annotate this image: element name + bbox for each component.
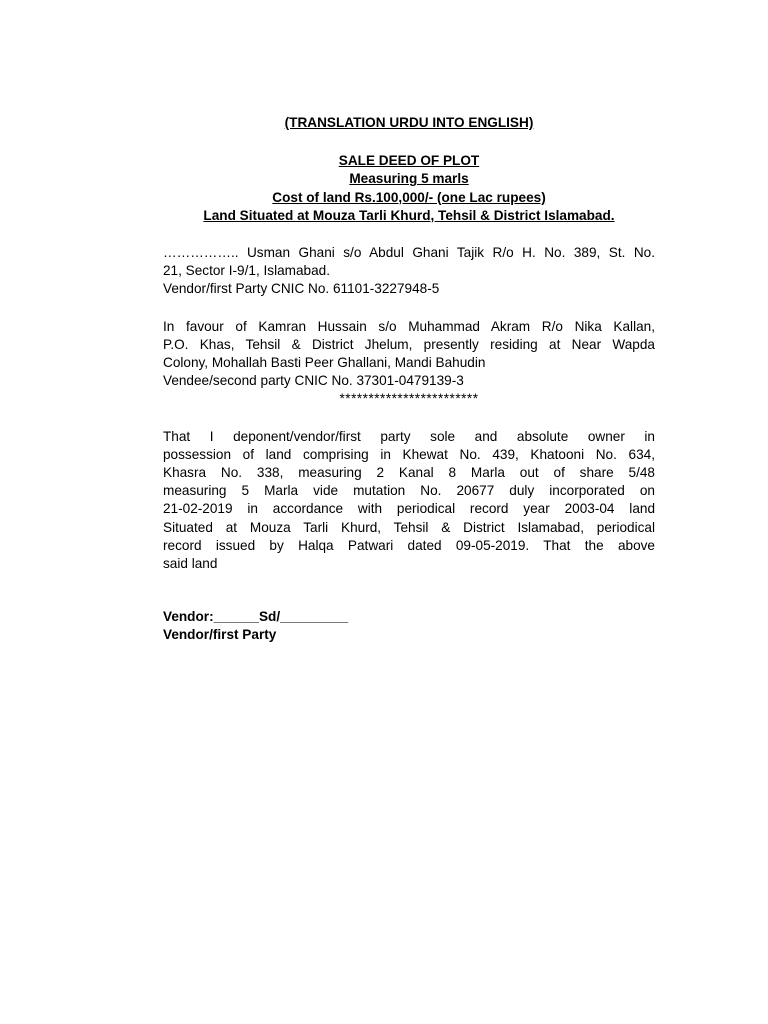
vendor-line-1: …………….. Usman Ghani s/o Abdul Ghani Tajik R/o H. No. 389, St. No. [163, 245, 655, 261]
signature-role: Vendor/first Party [163, 627, 277, 643]
cost-heading-text: Cost of land Rs.100,000/- (one Lac rupees) [272, 189, 546, 205]
cost-heading [163, 189, 655, 207]
body-line-7: record issued by Halqa Patwari dated 09-05-2019. That the above [163, 537, 655, 553]
location-heading [163, 207, 655, 225]
measuring-heading [163, 170, 655, 188]
vendee-line-2: P.O. Khas, Tehsil & District Jhelum, presently residing at Near Wapda [163, 336, 655, 352]
vendor-line-2: 21, Sector I-9/1, Islamabad. [163, 263, 330, 279]
separator-stars: ************************ [339, 391, 479, 407]
vendee-cnic: Vendee/second party CNIC No. 37301-0479139-3 [163, 373, 464, 389]
deed-heading [163, 152, 655, 170]
signature-line: Vendor:______Sd/_________ [163, 609, 349, 625]
body-paragraph [163, 428, 655, 574]
body-line-8: said land [163, 556, 218, 572]
document-title: (TRANSLATION URDU INTO ENGLISH) [284, 115, 534, 130]
body-line-6: Situated at Mouza Tarli Khurd, Tehsil & District Islamabad, periodical [163, 519, 655, 535]
vendee-block [163, 318, 655, 409]
body-line-3: Khasra No. 338, measuring 2 Kanal 8 Marla out of share 5/48 [163, 465, 655, 481]
vendee-line-1: In favour of Kamran Hussain s/o Muhammad Akram R/o Nika Kallan, [163, 318, 655, 334]
vendee-line-3: Colony, Mohallah Basti Peer Ghallani, Mandi Bahudin [163, 355, 486, 371]
body-line-4: measuring 5 Marla vide mutation No. 20677 duly incorporated on [163, 483, 655, 499]
deed-heading-text: SALE DEED OF PLOT [338, 153, 480, 169]
measuring-heading-text: Measuring 5 marls [349, 171, 469, 187]
location-heading-text: Land Situated at Mouza Tarli Khurd, Tehsil & District Islamabad. [203, 207, 615, 223]
body-line-5: 21-02-2019 in accordance with periodical record year 2003-04 land [163, 501, 655, 517]
vendor-cnic: Vendor/first Party CNIC No. 61101-3227948-5 [163, 281, 440, 297]
vendor-block [163, 244, 655, 299]
signature-block [163, 608, 655, 644]
body-line-2: possession of land comprising in Khewat No. 439, Khatooni No. 634, [163, 446, 655, 462]
document-content [163, 114, 655, 645]
body-line-1: That I deponent/vendor/first party sole and absolute owner in [163, 428, 655, 444]
